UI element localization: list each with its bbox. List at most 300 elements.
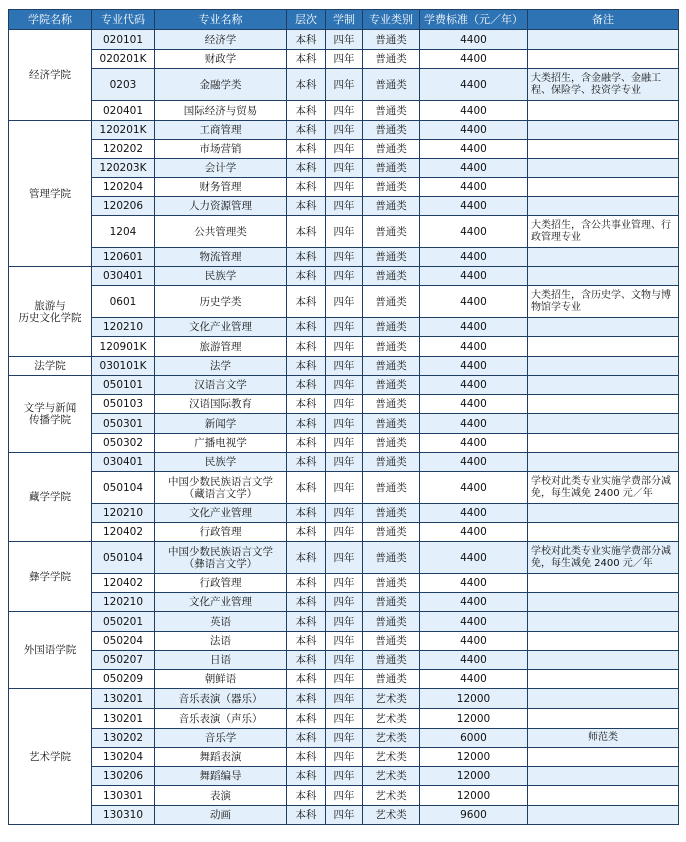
table-row [9, 50, 679, 69]
category-cell: 艺术类 [363, 748, 420, 767]
college-name-cell: 艺术学院 [9, 689, 92, 825]
note-cell [528, 651, 679, 670]
level-cell: 本科 [287, 357, 326, 376]
major-code-cell: 0601 [92, 286, 155, 318]
college-name-cell: 旅游与 历史文化学院 [9, 267, 92, 357]
category-cell: 艺术类 [363, 709, 420, 729]
level-cell: 本科 [287, 318, 326, 337]
major-code-cell: 020201K [92, 50, 155, 69]
duration-cell: 四年 [326, 786, 363, 806]
category-cell: 普通类 [363, 318, 420, 337]
tuition-fee-table [8, 9, 679, 825]
major-name-cell: 中国少数民族语言文学（藏语言文学） [155, 472, 287, 504]
table-row [9, 216, 679, 248]
note-cell [528, 50, 679, 69]
major-name-cell: 国际经济与贸易 [155, 101, 287, 121]
table-row [9, 101, 679, 121]
level-cell: 本科 [287, 593, 326, 612]
note-cell [528, 140, 679, 159]
major-name-cell: 文化产业管理 [155, 318, 287, 337]
note-cell [528, 197, 679, 216]
table-row [9, 504, 679, 523]
major-code-cell: 120202 [92, 140, 155, 159]
category-cell: 普通类 [363, 376, 420, 395]
major-code-cell: 050101 [92, 376, 155, 395]
category-cell: 普通类 [363, 178, 420, 197]
note-cell [528, 267, 679, 286]
category-cell: 普通类 [363, 248, 420, 267]
level-cell: 本科 [287, 216, 326, 248]
major-code-cell: 130201 [92, 689, 155, 709]
fee-cell: 4400 [420, 140, 528, 159]
major-name-cell: 汉语言文学 [155, 376, 287, 395]
level-cell: 本科 [287, 709, 326, 729]
table-row [9, 414, 679, 434]
category-cell: 普通类 [363, 140, 420, 159]
category-cell: 普通类 [363, 651, 420, 670]
header-category: 专业类别 [363, 10, 420, 30]
table-row [9, 593, 679, 612]
duration-cell: 四年 [326, 286, 363, 318]
level-cell: 本科 [287, 178, 326, 197]
table-row [9, 395, 679, 414]
fee-cell: 4400 [420, 248, 528, 267]
note-cell: 学校对此类专业实施学费部分减免，每生减免 2400 元／年 [528, 542, 679, 574]
major-name-cell: 金融学类 [155, 69, 287, 101]
college-name-cell: 经济学院 [9, 30, 92, 121]
fee-cell: 4400 [420, 542, 528, 574]
college-name-cell: 文学与新闻 传播学院 [9, 376, 92, 453]
major-name-cell: 广播电视学 [155, 434, 287, 453]
duration-cell: 四年 [326, 434, 363, 453]
table-row [9, 748, 679, 767]
category-cell: 普通类 [363, 414, 420, 434]
level-cell: 本科 [287, 267, 326, 286]
table-row [9, 453, 679, 472]
table-row [9, 267, 679, 286]
duration-cell: 四年 [326, 357, 363, 376]
major-code-cell: 1204 [92, 216, 155, 248]
category-cell: 普通类 [363, 159, 420, 178]
category-cell: 普通类 [363, 504, 420, 523]
major-code-cell: 020101 [92, 30, 155, 50]
duration-cell: 四年 [326, 121, 363, 140]
note-cell [528, 453, 679, 472]
major-name-cell: 音乐表演（器乐） [155, 689, 287, 709]
note-cell [528, 709, 679, 729]
note-cell: 大类招生，含金融学、金融工程、保险学、投资学专业 [528, 69, 679, 101]
level-cell: 本科 [287, 69, 326, 101]
fee-cell: 4400 [420, 159, 528, 178]
major-code-cell: 050209 [92, 670, 155, 689]
header-major: 专业名称 [155, 10, 287, 30]
duration-cell: 四年 [326, 472, 363, 504]
major-name-cell: 公共管理类 [155, 216, 287, 248]
note-cell [528, 767, 679, 786]
fee-cell: 4400 [420, 286, 528, 318]
table-row [9, 670, 679, 689]
level-cell: 本科 [287, 453, 326, 472]
duration-cell: 四年 [326, 101, 363, 121]
note-cell [528, 357, 679, 376]
fee-cell: 4400 [420, 434, 528, 453]
category-cell: 普通类 [363, 267, 420, 286]
major-name-cell: 新闻学 [155, 414, 287, 434]
level-cell: 本科 [287, 523, 326, 542]
major-name-cell: 中国少数民族语言文学（彝语言文学） [155, 542, 287, 574]
major-code-cell: 050302 [92, 434, 155, 453]
major-name-cell: 文化产业管理 [155, 504, 287, 523]
fee-cell: 4400 [420, 632, 528, 651]
major-code-cell: 050204 [92, 632, 155, 651]
major-code-cell: 120206 [92, 197, 155, 216]
level-cell: 本科 [287, 337, 326, 357]
duration-cell: 四年 [326, 670, 363, 689]
level-cell: 本科 [287, 376, 326, 395]
category-cell: 普通类 [363, 612, 420, 632]
table-row [9, 337, 679, 357]
note-cell [528, 434, 679, 453]
major-code-cell: 120402 [92, 523, 155, 542]
duration-cell: 四年 [326, 806, 363, 825]
level-cell: 本科 [287, 434, 326, 453]
major-code-cell: 030101K [92, 357, 155, 376]
category-cell: 艺术类 [363, 806, 420, 825]
category-cell: 普通类 [363, 542, 420, 574]
major-code-cell: 020401 [92, 101, 155, 121]
note-cell [528, 337, 679, 357]
category-cell: 普通类 [363, 121, 420, 140]
level-cell: 本科 [287, 612, 326, 632]
note-cell: 大类招生，含公共事业管理、行政管理专业 [528, 216, 679, 248]
header-fee: 学费标准（元／年） [420, 10, 528, 30]
fee-cell: 4400 [420, 216, 528, 248]
major-code-cell: 120601 [92, 248, 155, 267]
major-code-cell: 050104 [92, 472, 155, 504]
major-name-cell: 经济学 [155, 30, 287, 50]
level-cell: 本科 [287, 806, 326, 825]
note-cell [528, 593, 679, 612]
fee-cell: 4400 [420, 376, 528, 395]
fee-cell: 9600 [420, 806, 528, 825]
duration-cell: 四年 [326, 178, 363, 197]
major-name-cell: 朝鲜语 [155, 670, 287, 689]
major-name-cell: 动画 [155, 806, 287, 825]
category-cell: 普通类 [363, 337, 420, 357]
table-row [9, 651, 679, 670]
note-cell: 学校对此类专业实施学费部分减免，每生减免 2400 元／年 [528, 472, 679, 504]
duration-cell: 四年 [326, 414, 363, 434]
duration-cell: 四年 [326, 542, 363, 574]
major-code-cell: 130301 [92, 786, 155, 806]
table-body [9, 30, 679, 825]
major-name-cell: 英语 [155, 612, 287, 632]
table-row [9, 357, 679, 376]
fee-cell: 4400 [420, 50, 528, 69]
major-name-cell: 音乐表演（声乐） [155, 709, 287, 729]
category-cell: 普通类 [363, 30, 420, 50]
level-cell: 本科 [287, 504, 326, 523]
fee-cell: 12000 [420, 709, 528, 729]
header-college: 学院名称 [9, 10, 92, 30]
category-cell: 普通类 [363, 395, 420, 414]
duration-cell: 四年 [326, 159, 363, 178]
college-name-cell: 外国语学院 [9, 612, 92, 689]
note-cell [528, 248, 679, 267]
fee-cell: 12000 [420, 748, 528, 767]
note-cell [528, 632, 679, 651]
table-row [9, 472, 679, 504]
note-cell [528, 159, 679, 178]
major-name-cell: 历史学类 [155, 286, 287, 318]
duration-cell: 四年 [326, 267, 363, 286]
level-cell: 本科 [287, 159, 326, 178]
major-code-cell: 130310 [92, 806, 155, 825]
major-code-cell: 130204 [92, 748, 155, 767]
major-code-cell: 130201 [92, 709, 155, 729]
category-cell: 普通类 [363, 632, 420, 651]
header-row [9, 10, 679, 30]
note-cell [528, 395, 679, 414]
note-cell [528, 414, 679, 434]
note-cell [528, 574, 679, 593]
table-row [9, 286, 679, 318]
major-name-cell: 日语 [155, 651, 287, 670]
fee-cell: 4400 [420, 414, 528, 434]
major-name-cell: 会计学 [155, 159, 287, 178]
level-cell: 本科 [287, 670, 326, 689]
level-cell: 本科 [287, 50, 326, 69]
fee-cell: 4400 [420, 670, 528, 689]
table-row [9, 574, 679, 593]
fee-cell: 4400 [420, 357, 528, 376]
duration-cell: 四年 [326, 632, 363, 651]
level-cell: 本科 [287, 786, 326, 806]
major-code-cell: 030401 [92, 453, 155, 472]
duration-cell: 四年 [326, 248, 363, 267]
category-cell: 普通类 [363, 216, 420, 248]
major-name-cell: 工商管理 [155, 121, 287, 140]
table-row [9, 767, 679, 786]
table-row [9, 434, 679, 453]
major-name-cell: 民族学 [155, 267, 287, 286]
category-cell: 艺术类 [363, 767, 420, 786]
category-cell: 普通类 [363, 434, 420, 453]
fee-cell: 4400 [420, 574, 528, 593]
major-code-cell: 050301 [92, 414, 155, 434]
major-code-cell: 120204 [92, 178, 155, 197]
category-cell: 普通类 [363, 574, 420, 593]
level-cell: 本科 [287, 767, 326, 786]
fee-cell: 4400 [420, 337, 528, 357]
note-cell [528, 689, 679, 709]
major-name-cell: 市场营销 [155, 140, 287, 159]
note-cell [528, 523, 679, 542]
note-cell [528, 318, 679, 337]
major-name-cell: 表演 [155, 786, 287, 806]
major-name-cell: 旅游管理 [155, 337, 287, 357]
level-cell: 本科 [287, 248, 326, 267]
fee-cell: 4400 [420, 472, 528, 504]
category-cell: 普通类 [363, 593, 420, 612]
fee-cell: 4400 [420, 395, 528, 414]
note-cell [528, 670, 679, 689]
major-code-cell: 120203K [92, 159, 155, 178]
major-code-cell: 050201 [92, 612, 155, 632]
major-name-cell: 法学 [155, 357, 287, 376]
note-cell [528, 806, 679, 825]
note-cell: 师范类 [528, 729, 679, 748]
table-row [9, 523, 679, 542]
fee-cell: 4400 [420, 101, 528, 121]
college-name-cell: 彝学学院 [9, 542, 92, 612]
table-row [9, 69, 679, 101]
note-cell: 大类招生，含历史学、文物与博物馆学专业 [528, 286, 679, 318]
note-cell [528, 748, 679, 767]
category-cell: 普通类 [363, 453, 420, 472]
table-row [9, 159, 679, 178]
duration-cell: 四年 [326, 197, 363, 216]
category-cell: 艺术类 [363, 689, 420, 709]
duration-cell: 四年 [326, 395, 363, 414]
header-code: 专业代码 [92, 10, 155, 30]
fee-cell: 4400 [420, 121, 528, 140]
fee-cell: 4400 [420, 523, 528, 542]
major-code-cell: 120210 [92, 318, 155, 337]
duration-cell: 四年 [326, 709, 363, 729]
category-cell: 普通类 [363, 101, 420, 121]
duration-cell: 四年 [326, 748, 363, 767]
level-cell: 本科 [287, 30, 326, 50]
level-cell: 本科 [287, 574, 326, 593]
table-row [9, 689, 679, 709]
table-row [9, 612, 679, 632]
note-cell [528, 612, 679, 632]
fee-cell: 4400 [420, 267, 528, 286]
table-row [9, 140, 679, 159]
level-cell: 本科 [287, 286, 326, 318]
major-name-cell: 舞蹈编导 [155, 767, 287, 786]
level-cell: 本科 [287, 748, 326, 767]
category-cell: 普通类 [363, 50, 420, 69]
college-name-cell: 法学院 [9, 357, 92, 376]
table-row [9, 197, 679, 216]
note-cell [528, 376, 679, 395]
major-code-cell: 120901K [92, 337, 155, 357]
duration-cell: 四年 [326, 140, 363, 159]
fee-cell: 4400 [420, 69, 528, 101]
major-code-cell: 050103 [92, 395, 155, 414]
category-cell: 普通类 [363, 197, 420, 216]
table-row [9, 30, 679, 50]
major-name-cell: 行政管理 [155, 574, 287, 593]
note-cell [528, 786, 679, 806]
level-cell: 本科 [287, 140, 326, 159]
duration-cell: 四年 [326, 50, 363, 69]
table-row [9, 376, 679, 395]
table-row [9, 709, 679, 729]
duration-cell: 四年 [326, 453, 363, 472]
note-cell [528, 121, 679, 140]
category-cell: 艺术类 [363, 786, 420, 806]
level-cell: 本科 [287, 542, 326, 574]
major-code-cell: 120210 [92, 593, 155, 612]
duration-cell: 四年 [326, 689, 363, 709]
fee-cell: 12000 [420, 767, 528, 786]
level-cell: 本科 [287, 414, 326, 434]
fee-cell: 4400 [420, 30, 528, 50]
table-row [9, 121, 679, 140]
major-name-cell: 行政管理 [155, 523, 287, 542]
level-cell: 本科 [287, 632, 326, 651]
table-row [9, 178, 679, 197]
category-cell: 艺术类 [363, 729, 420, 748]
category-cell: 普通类 [363, 523, 420, 542]
major-code-cell: 120201K [92, 121, 155, 140]
major-name-cell: 汉语国际教育 [155, 395, 287, 414]
header-level: 层次 [287, 10, 326, 30]
duration-cell: 四年 [326, 729, 363, 748]
fee-cell: 4400 [420, 504, 528, 523]
major-code-cell: 050104 [92, 542, 155, 574]
level-cell: 本科 [287, 395, 326, 414]
fee-cell: 4400 [420, 197, 528, 216]
header-years: 学制 [326, 10, 363, 30]
duration-cell: 四年 [326, 504, 363, 523]
fee-cell: 6000 [420, 729, 528, 748]
fee-cell: 4400 [420, 453, 528, 472]
major-name-cell: 财务管理 [155, 178, 287, 197]
college-name-cell: 管理学院 [9, 121, 92, 267]
major-name-cell: 舞蹈表演 [155, 748, 287, 767]
table-row [9, 786, 679, 806]
note-cell [528, 30, 679, 50]
duration-cell: 四年 [326, 337, 363, 357]
duration-cell: 四年 [326, 523, 363, 542]
fee-cell: 12000 [420, 786, 528, 806]
fee-cell: 4400 [420, 318, 528, 337]
level-cell: 本科 [287, 729, 326, 748]
duration-cell: 四年 [326, 767, 363, 786]
duration-cell: 四年 [326, 69, 363, 101]
table-row [9, 632, 679, 651]
duration-cell: 四年 [326, 651, 363, 670]
duration-cell: 四年 [326, 612, 363, 632]
table-row [9, 248, 679, 267]
category-cell: 普通类 [363, 69, 420, 101]
level-cell: 本科 [287, 651, 326, 670]
duration-cell: 四年 [326, 216, 363, 248]
level-cell: 本科 [287, 121, 326, 140]
table-row [9, 542, 679, 574]
category-cell: 普通类 [363, 670, 420, 689]
header-note: 备注 [528, 10, 679, 30]
major-name-cell: 文化产业管理 [155, 593, 287, 612]
major-code-cell: 120402 [92, 574, 155, 593]
category-cell: 普通类 [363, 472, 420, 504]
level-cell: 本科 [287, 197, 326, 216]
duration-cell: 四年 [326, 574, 363, 593]
fee-cell: 4400 [420, 612, 528, 632]
major-name-cell: 物流管理 [155, 248, 287, 267]
duration-cell: 四年 [326, 593, 363, 612]
major-name-cell: 民族学 [155, 453, 287, 472]
duration-cell: 四年 [326, 30, 363, 50]
note-cell [528, 504, 679, 523]
major-name-cell: 音乐学 [155, 729, 287, 748]
table-row [9, 729, 679, 748]
major-code-cell: 050207 [92, 651, 155, 670]
